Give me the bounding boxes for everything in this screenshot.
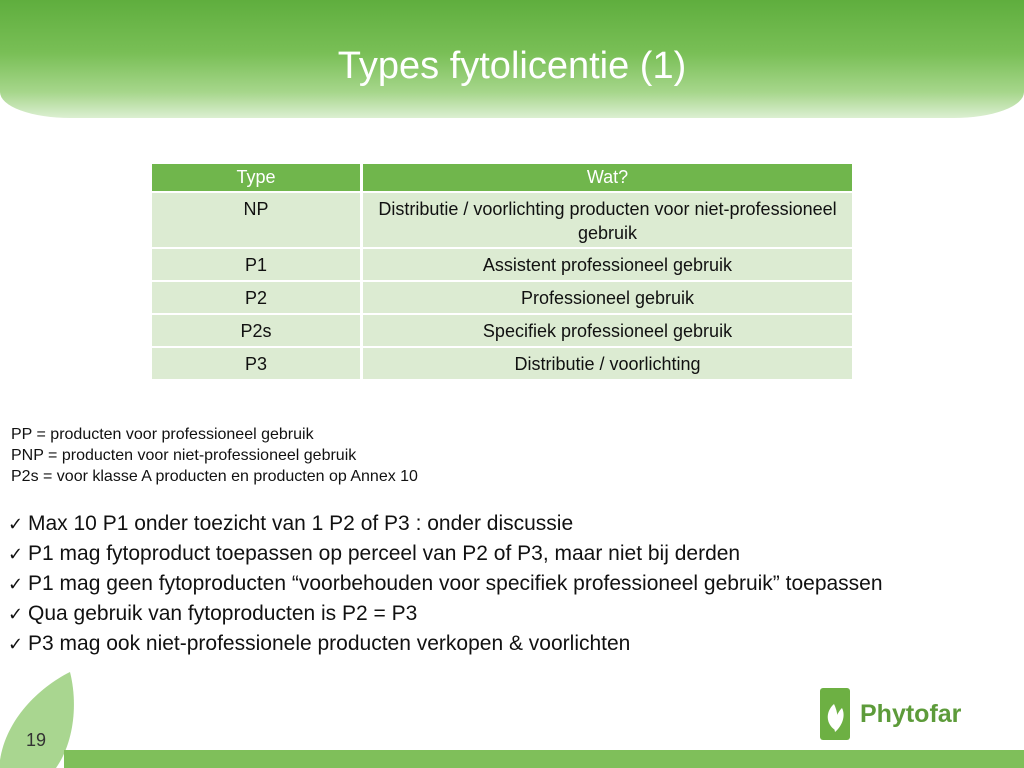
abbreviation-line: PNP = producten voor niet-professioneel gebruik (11, 447, 357, 464)
cell-type: P3 (152, 348, 360, 379)
list-item (8, 569, 883, 599)
table-row (152, 193, 852, 247)
check-icon: ✓ (8, 544, 24, 565)
bullet-text: Max 10 P1 onder toezicht van 1 P2 of P3 : onder discussie (28, 512, 574, 535)
abbreviation-line: PP = producten voor professioneel gebruik (11, 426, 314, 443)
abbreviation-line: P2s = voor klasse A producten en producten op Annex 10 (11, 468, 418, 485)
check-icon: ✓ (8, 514, 24, 535)
header-wat: Wat? (363, 164, 852, 191)
slide-title: Types fytolicentie (1) (337, 45, 687, 87)
logo-text: Phytofar (860, 700, 962, 728)
list-item (8, 509, 883, 539)
list-item (8, 539, 883, 569)
cell-type: P2s (152, 315, 360, 346)
cell-wat: Assistent professioneel gebruik (363, 249, 852, 280)
cell-wat: Professioneel gebruik (363, 282, 852, 313)
check-icon: ✓ (8, 604, 24, 625)
bullet-text: P3 mag ook niet-professionele producten verkopen & voorlichten (28, 632, 631, 655)
table-row (152, 249, 852, 280)
cell-wat: Specifiek professioneel gebruik (363, 315, 852, 346)
bullet-list (8, 509, 883, 659)
license-types-table (149, 162, 855, 381)
cell-type: NP (152, 193, 360, 247)
check-icon: ✓ (8, 574, 24, 595)
table-header-row (152, 164, 852, 191)
abbreviation-legend (11, 424, 418, 487)
header-type: Type (152, 164, 360, 191)
list-item (8, 599, 883, 629)
check-icon: ✓ (8, 634, 24, 655)
cell-wat: Distributie / voorlichting producten voor niet-professioneel gebruik (363, 193, 852, 247)
list-item (8, 629, 883, 659)
phytofar-logo (820, 688, 980, 744)
cell-type: P2 (152, 282, 360, 313)
cell-wat: Distributie / voorlichting (363, 348, 852, 379)
bullet-text: Qua gebruik van fytoproducten is P2 = P3 (28, 602, 418, 625)
bullet-text: P1 mag fytoproduct toepassen op perceel van P2 of P3, maar niet bij derden (28, 542, 741, 565)
phytofar-logo-icon (820, 688, 850, 740)
title-bar (0, 0, 1024, 118)
table-row (152, 348, 852, 379)
footer-bar (64, 750, 1024, 768)
table-row (152, 315, 852, 346)
page-number: 19 (25, 730, 47, 750)
table-row (152, 282, 852, 313)
bullet-text: P1 mag geen fytoproducten “voorbehouden voor specifiek professioneel gebruik” toepassen (28, 572, 883, 595)
cell-type: P1 (152, 249, 360, 280)
